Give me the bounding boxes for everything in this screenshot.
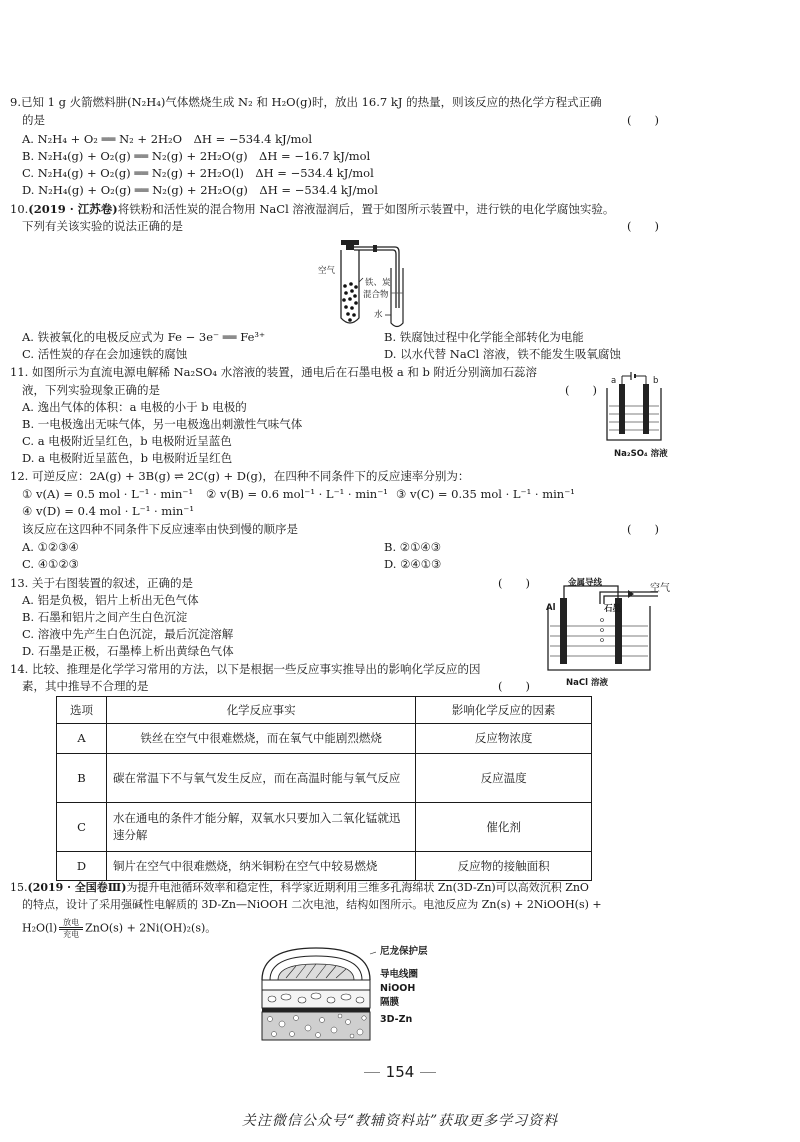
- q14-cell-fact: 水在通电的条件才能分解，双氧水只要加入二氧化锰就迅速分解: [106, 803, 415, 852]
- table-row: [57, 803, 592, 852]
- q15-fig-label-niooh: NiOOH: [380, 983, 416, 994]
- q15-fig-label-coil: 导电线圈: [380, 969, 419, 980]
- q12-option-d: D. ②④①③: [384, 557, 442, 571]
- q15-arrow-discharge: 放电: [63, 918, 80, 927]
- q14-stem-line1: 14. 比较、推理是化学学习常用的方法，以下是根据一些反应事实推导出的影响化学反应的因: [10, 662, 481, 676]
- q14-header-fact: 化学反应事实: [106, 697, 415, 724]
- q10-option-a: A. 铁被氧化的电极反应式为 Fe − 3e⁻ ══ Fe³⁺: [22, 330, 266, 344]
- q11-option-b: B. 一电极逸出无味气体，另一电极逸出刺激性气味气体: [22, 417, 303, 431]
- q11-fig-label-solution: Na₂SO₄ 溶液: [614, 449, 668, 459]
- q14-cell-fact: 碳在常温下不与氧气发生反应，而在高温时能与氧气反应: [106, 754, 415, 803]
- q15-fig-label-separator: 隔膜: [380, 997, 400, 1008]
- q15-stem-line2: 的特点，设计了采用强碱性电解质的 3D-Zn—NiOOH 二次电池，结构如图所示。电池反应为 Zn(s) + 2NiOOH(s) +: [22, 898, 602, 911]
- q14-header-factor: 影响化学反应的因素: [416, 697, 592, 724]
- q14-cell-option: B: [57, 754, 107, 803]
- q10-number: 10.: [10, 202, 29, 216]
- q14-cell-fact: 铁丝在空气中很难燃烧，而在氧气中能剧烈燃烧: [106, 724, 415, 754]
- q15-fig-label-nylon: 尼龙保护层: [380, 946, 428, 957]
- q10-stem-line1: [10, 201, 614, 217]
- q10-source: (2019 · 江苏卷): [28, 202, 118, 216]
- q12-stem-line1: 12. 可逆反应：2A(g) + 3B(g) ⇌ 2C(g) + D(g)，在四种不同条件下的反应速率分别为：: [10, 469, 470, 483]
- q12-rate-2: ② v(B) = 0.6 mol⁻¹ · L⁻¹ · min⁻¹: [206, 487, 388, 501]
- q10-fig-label-mix1: 铁、炭: [365, 278, 391, 288]
- q9-stem-line2: 的是: [22, 113, 45, 127]
- q9-stem-line1: 9.已知 1 g 火箭燃料肼(N₂H₄)气体燃烧生成 N₂ 和 H₂O(g)时，放出 16.7 kJ 的热量，则该反应的热化学方程式正确: [10, 95, 602, 109]
- q13-fig-label-al: Al: [546, 603, 556, 613]
- q14-cell-factor: 反应物的接触面积: [416, 852, 592, 881]
- page-number: [0, 1063, 800, 1081]
- q15-stem-text: 为提升电池循环效率和稳定性，科学家近期利用三维多孔海绵状 Zn(3D-Zn)可以高效沉积 ZnO: [126, 881, 589, 894]
- q11-stem-line1: 11. 如图所示为直流电源电解稀 Na₂SO₄ 水溶液的装置，通电后在石墨电极 a 和 b 附近分别滴加石蕊溶: [10, 365, 538, 379]
- q15-fig-label-3dzn: 3D-Zn: [380, 1014, 413, 1025]
- q13-fig-label-air: 空气: [650, 583, 670, 594]
- q13-fig-label-wire: 金属导线: [568, 578, 603, 588]
- footer-note: 关注微信公众号“教辅资料站”获取更多学习资料: [241, 1113, 559, 1129]
- q15-arrow-charge: 充电: [63, 930, 80, 939]
- q13-answer-paren: ( ): [498, 576, 530, 590]
- q10-stem-line2: 下列有关该实验的说法正确的是: [22, 219, 183, 233]
- q15-stem-line3: [22, 918, 216, 939]
- page-number-dash-right: [420, 1072, 436, 1073]
- q10-fig-label-air: 空气: [318, 266, 336, 276]
- q10-option-c: C. 活性炭的存在会加速铁的腐蚀: [22, 347, 188, 361]
- q11-option-a: A. 逸出气体的体积：a 电极的小于 b 电极的: [22, 400, 247, 414]
- q11-fig-label-b: b: [653, 376, 659, 386]
- q12-option-a: A. ①②③④: [22, 540, 79, 554]
- q10-fig-label-mix2: 混合物: [363, 290, 389, 300]
- q15-products: ZnO(s) + 2Ni(OH)₂(s)。: [85, 921, 217, 935]
- q11-stem-line2: 液，下列实验现象正确的是: [22, 383, 160, 397]
- table-row: [57, 724, 592, 754]
- q10-stem-text: 将铁粉和活性炭的混合物用 NaCl 溶液湿润后，置于如图所示装置中，进行铁的电化学腐蚀实验。: [117, 202, 615, 216]
- q14-cell-factor: 反应物浓度: [416, 724, 592, 754]
- q9-answer-paren: ( ): [627, 113, 659, 127]
- q14-cell-option: C: [57, 803, 107, 852]
- q13-option-a: A. 铝是负极，铝片上析出无色气体: [22, 593, 199, 607]
- q14-cell-factor: 反应温度: [416, 754, 592, 803]
- page-number-text: 154: [385, 1063, 415, 1081]
- q13-fig-label-nacl: NaCl 溶液: [566, 678, 608, 688]
- q15-figure-battery-structure: [256, 944, 376, 1044]
- q9-option-c: C. N₂H₄(g) + O₂(g) ══ N₂(g) + 2H₂O(l) ΔH = −534.4 kJ/mol: [22, 166, 374, 180]
- q12-option-b: B. ②①④③: [384, 540, 442, 554]
- q11-option-c: C. a 电极附近呈红色，b 电极附近呈蓝色: [22, 434, 232, 448]
- q14-cell-option: D: [57, 852, 107, 881]
- q10-fig-label-water: 水: [374, 310, 383, 320]
- q10-answer-paren: ( ): [627, 219, 659, 233]
- q9-option-a: A. N₂H₄ + O₂ ══ N₂ + 2H₂O ΔH = −534.4 kJ/mol: [22, 132, 313, 146]
- q12-rate-3: ③ v(C) = 0.35 mol · L⁻¹ · min⁻¹: [396, 487, 575, 501]
- q14-stem-line2: 素，其中推导不合理的是: [22, 679, 149, 693]
- q9-option-b: B. N₂H₄(g) + O₂(g) ══ N₂(g) + 2H₂O(g) ΔH = −16.7 kJ/mol: [22, 149, 371, 163]
- q15-reactants: H₂O(l): [22, 921, 58, 935]
- q11-fig-label-a: a: [611, 376, 617, 386]
- q14-table: [56, 696, 592, 881]
- q14-answer-paren: ( ): [498, 679, 530, 693]
- q12-answer-paren: ( ): [627, 522, 659, 536]
- q13-option-b: B. 石墨和铝片之间产生白色沉淀: [22, 610, 188, 624]
- q14-cell-factor: 催化剂: [416, 803, 592, 852]
- q15-number: 15.: [10, 881, 28, 894]
- page-number-dash-left: [364, 1072, 380, 1073]
- table-row: [57, 754, 592, 803]
- q10-option-b: B. 铁腐蚀过程中化学能全部转化为电能: [384, 330, 584, 344]
- q12-stem-line2: 该反应在这四种不同条件下反应速率由快到慢的顺序是: [22, 522, 298, 536]
- q13-fig-label-graphite: 石墨: [604, 604, 622, 614]
- q9-option-d: D. N₂H₄(g) + O₂(g) ══ N₂(g) + 2H₂O(g) ΔH = −534.4 kJ/mol: [22, 183, 378, 197]
- q15-reversible-arrow: [59, 918, 83, 939]
- q13-stem: 13. 关于右图装置的叙述，正确的是: [10, 576, 193, 590]
- q12-option-c: C. ④①②③: [22, 557, 79, 571]
- q11-option-d: D. a 电极附近呈蓝色，b 电极附近呈红色: [22, 451, 233, 465]
- q15-source: (2019 · 全国卷Ⅲ): [27, 881, 127, 894]
- q14-cell-option: A: [57, 724, 107, 754]
- table-row: [57, 852, 592, 881]
- q10-option-d: D. 以水代替 NaCl 溶液，铁不能发生吸氧腐蚀: [384, 347, 621, 361]
- q14-cell-fact: 铜片在空气中很难燃烧，纳米铜粉在空气中较易燃烧: [106, 852, 415, 881]
- q12-rate-1: ① v(A) = 0.5 mol · L⁻¹ · min⁻¹: [22, 487, 194, 501]
- q15-stem-line1: [10, 880, 589, 896]
- q14-header-option: 选项: [57, 697, 107, 724]
- q13-option-c: C. 溶液中先产生白色沉淀，最后沉淀溶解: [22, 627, 234, 641]
- q11-answer-paren: ( ): [565, 383, 597, 397]
- q12-rate-4: ④ v(D) = 0.4 mol · L⁻¹ · min⁻¹: [22, 504, 194, 518]
- q13-option-d: D. 石墨是正极，石墨棒上析出黄绿色气体: [22, 644, 234, 658]
- q14-table-header-row: [57, 697, 592, 724]
